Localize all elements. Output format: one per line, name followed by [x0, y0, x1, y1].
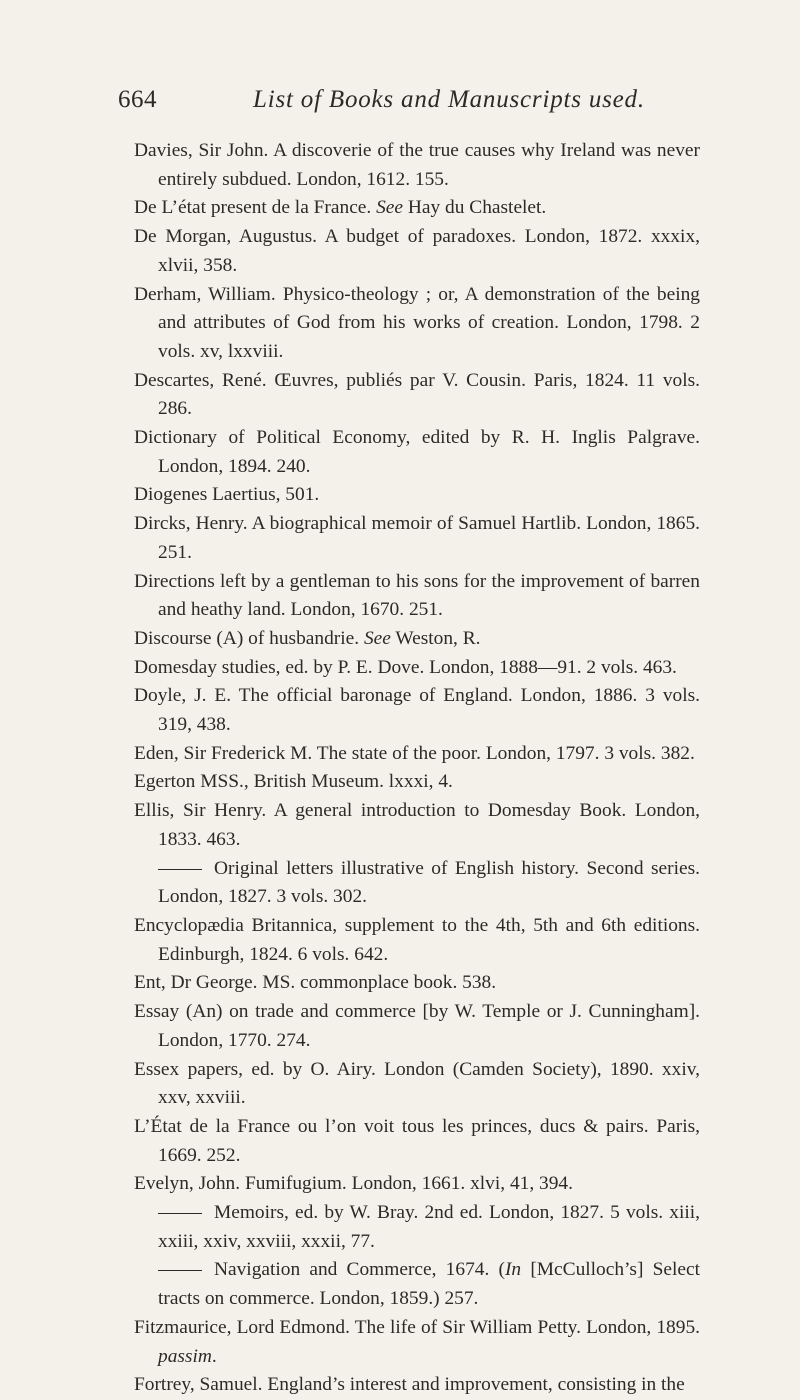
- entry-text: L’État de la France ou l’on voit tous les princes, ducs & pairs. Paris, 1669. 252.: [134, 1115, 700, 1166]
- entry-text: Ent, Dr George. MS. commonplace book. 538.: [134, 972, 497, 994]
- bibliography-entry: [134, 1371, 700, 1400]
- ditto-dash: [158, 1213, 202, 1214]
- entry-text: Fitzmaurice, Lord Edmond. The life of Sir William Petty. London, 1895.: [134, 1316, 700, 1338]
- bibliography-entry: [134, 1170, 700, 1199]
- bibliography-entry: [134, 855, 700, 912]
- bibliography-entry: [134, 1314, 700, 1371]
- entry-text: Essay (An) on trade and commerce [by W. Temple or J. Cunningham]. London, 1770. 274.: [134, 1001, 700, 1051]
- bibliography-entry: [134, 654, 700, 683]
- entry-text: Descartes, René. Œuvres, publiés par V. Cousin. Paris, 1824. 11 vols. 286.: [134, 369, 700, 420]
- entry-italic: See: [363, 627, 391, 649]
- entry-text: Essex papers, ed. by O. Airy. London (Camden Society), 1890. xxiv, xxv, xxviii.: [134, 1058, 700, 1109]
- entry-text: De Morgan, Augustus. A budget of paradoxes. London, 1872. xxxix, xlvii, 358.: [134, 226, 700, 276]
- entry-text: Dictionary of Political Economy, edited by R. H. Inglis Palgrave. London, 1894. 240.: [134, 427, 700, 477]
- entry-text: Diogenes Laertius, 501.: [134, 484, 320, 506]
- bibliography-entry: [134, 969, 700, 998]
- bibliography-entry: [134, 223, 700, 280]
- entry-text: Memoirs, ed. by W. Bray. 2nd ed. London, 1827. 5 vols. xiii, xxiii, xxiv, xxviii, xxxii, 77.: [158, 1202, 700, 1252]
- bibliography-entry: [134, 367, 700, 424]
- entry-text-after: Hay du Chastelet.: [403, 197, 547, 219]
- entry-text: Fortrey, Samuel. England’s interest and improvement, consisting in the: [134, 1374, 685, 1396]
- running-title: List of Books and Manuscripts used.: [253, 86, 645, 113]
- page-header: [118, 82, 718, 118]
- bibliography-entry: [134, 281, 700, 367]
- bibliography-entry: [134, 797, 700, 854]
- entry-text-after: .: [211, 1345, 217, 1367]
- ditto-dash: [158, 1270, 202, 1271]
- bibliography-entry: [134, 682, 700, 739]
- entry-text: Derham, William. Physico-theology ; or, A demonstration of the being and attributes of God from his works of creation. London, 1798. 2 vols. xv, lxxviii.: [134, 283, 700, 362]
- entry-text: Doyle, J. E. The official baronage of England. London, 1886. 3 vols. 319, 438.: [134, 685, 700, 736]
- entry-text: Domesday studies, ed. by P. E. Dove. London, 1888—91. 2 vols. 463.: [134, 656, 677, 678]
- bibliography-entry: [134, 912, 700, 969]
- bibliography-entry: [134, 625, 700, 654]
- entry-text: Egerton MSS., British Museum. lxxxi, 4.: [134, 771, 453, 793]
- bibliography-entry: [134, 137, 700, 194]
- ditto-dash: [158, 869, 202, 870]
- bibliography-entry: [134, 510, 700, 567]
- bibliography-entry: [134, 740, 700, 769]
- entry-text: De L’état present de la France.: [134, 197, 377, 219]
- bibliography-list: [134, 137, 700, 1400]
- entry-text: Ellis, Sir Henry. A general introduction to Domesday Book. London, 1833. 463.: [134, 800, 700, 850]
- entry-text: Eden, Sir Frederick M. The state of the poor. London, 1797. 3 vols. 382.: [134, 742, 695, 764]
- entry-text: Discourse (A) of husbandrie.: [134, 627, 364, 649]
- bibliography-entry: [134, 1056, 700, 1113]
- bibliography-entry: [134, 768, 700, 797]
- entry-italic: In: [504, 1259, 522, 1281]
- entry-text: Evelyn, John. Fumifugium. London, 1661. xlvi, 41, 394.: [134, 1173, 573, 1195]
- entry-text-after: [McCulloch’s] Select tracts on commerce. London, 1859.) 257.: [158, 1259, 700, 1310]
- bibliography-entry: [134, 1113, 700, 1170]
- bibliography-entry: [134, 194, 700, 223]
- bibliography-entry: [134, 998, 700, 1055]
- entry-text: Original letters illustrative of English history. Second series. London, 1827. 3 vols. 302.: [158, 857, 700, 908]
- entry-italic: See: [376, 197, 404, 219]
- bibliography-entry: [134, 1199, 700, 1256]
- entry-italic: passim: [158, 1345, 212, 1367]
- page-number: 664: [118, 86, 157, 113]
- entry-text: Davies, Sir John. A discoverie of the true causes why Ireland was never entirely subdued. London, 1612. 155.: [134, 140, 700, 190]
- bibliography-entry: [134, 481, 700, 510]
- entry-text: Dircks, Henry. A biographical memoir of Samuel Hartlib. London, 1865. 251.: [134, 513, 700, 563]
- bibliography-entry: [134, 568, 700, 625]
- entry-text: Encyclopædia Britannica, supplement to the 4th, 5th and 6th editions. Edinburgh, 1824. 6 vols. 642.: [134, 914, 700, 965]
- entry-text-after: Weston, R.: [390, 627, 481, 649]
- bibliography-entry: [134, 1256, 700, 1313]
- bibliography-entry: [134, 424, 700, 481]
- entry-text: Navigation and Commerce, 1674. (: [214, 1259, 505, 1281]
- entry-text: Directions left by a gentleman to his sons for the improvement of barren and heathy land. London, 1670. 251.: [134, 570, 700, 621]
